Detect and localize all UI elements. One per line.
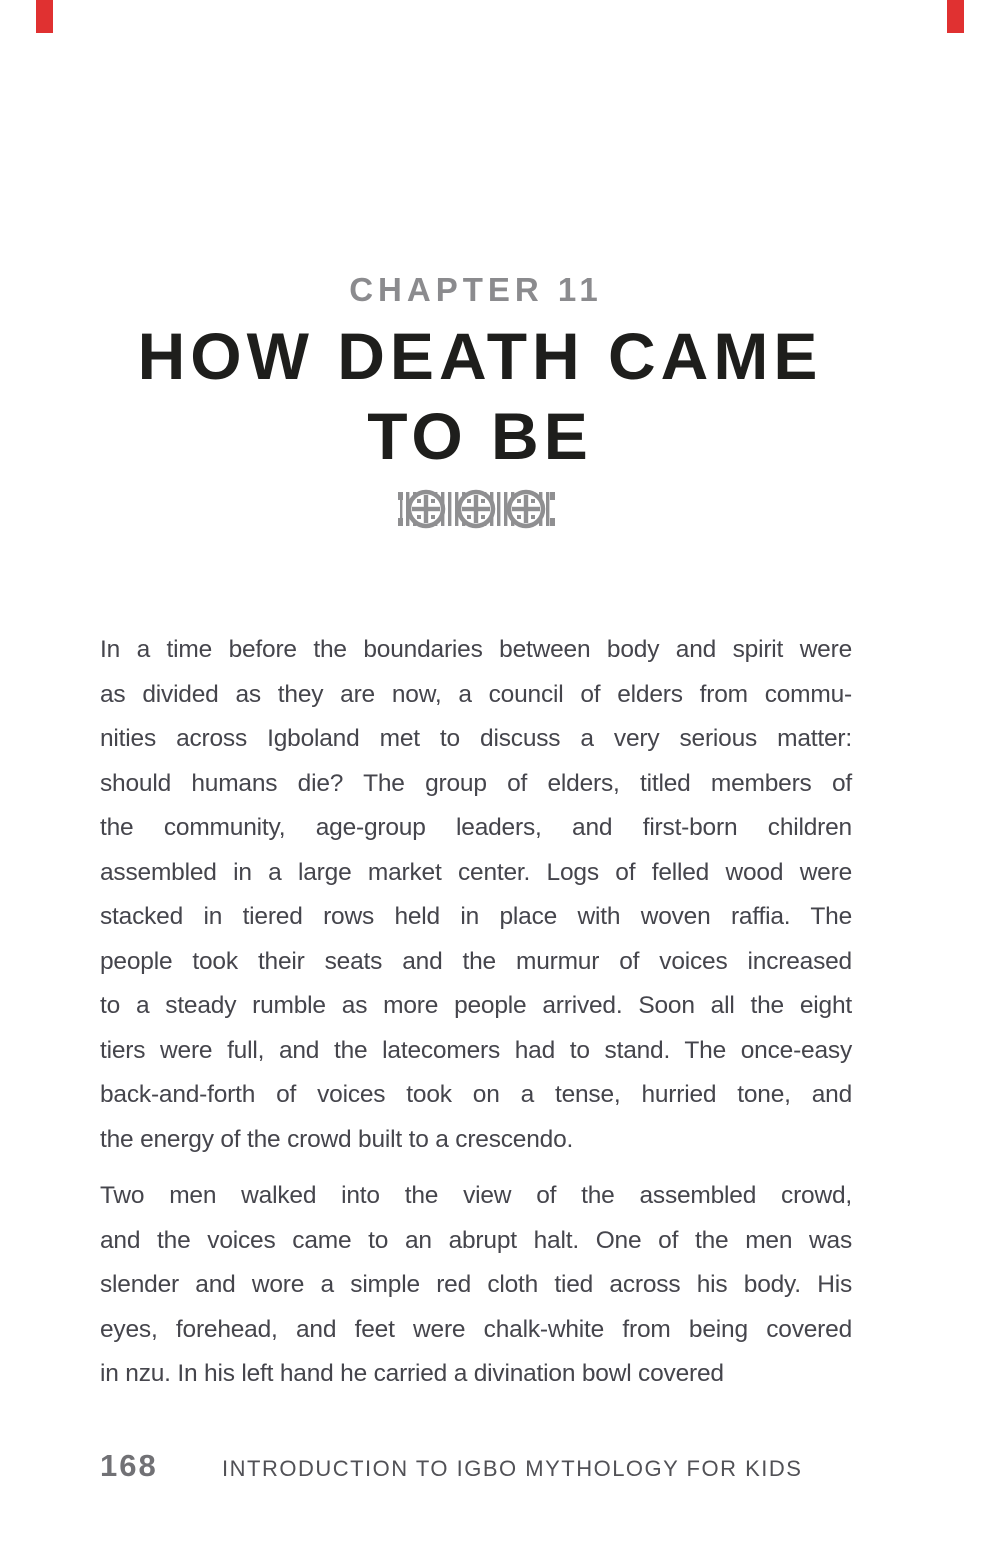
text-line: back-and-forth of voices took on a tense, hurried tone, and	[100, 1081, 852, 1108]
text-line: stacked in tiered rows held in place with woven raffia. The	[100, 903, 852, 930]
paragraph-1	[100, 628, 852, 1162]
text-line: as divided as they are now, a council of elders from commu-	[100, 680, 852, 708]
text-line: tiers were full, and the latecomers had to stand. The once-easy	[100, 1036, 852, 1064]
chapter-title	[0, 316, 960, 476]
red-accent-tab-left	[36, 0, 53, 33]
text-line: Two men walked into the view of the assembled crowd,	[100, 1182, 852, 1209]
text-line: nities across Igboland met to discuss a very serious matter:	[100, 725, 852, 752]
igbo-stamp-ornament-icon	[398, 488, 555, 530]
red-accent-tab-right	[947, 0, 964, 33]
text-line: the community, age-group leaders, and first-born children	[100, 814, 852, 841]
text-line: should humans die? The group of elders, titled members of	[100, 769, 852, 797]
text-line: people took their seats and the murmur of voices increased	[100, 947, 852, 975]
text-line: to a steady rumble as more people arrived. Soon all the eight	[100, 992, 852, 1019]
chapter-title-line2: TO BE	[367, 399, 593, 473]
running-title: INTRODUCTION TO IGBO MYTHOLOGY FOR KIDS	[222, 1456, 803, 1481]
text-line: the energy of the crowd built to a crescendo.	[100, 1125, 574, 1153]
paragraph-2	[100, 1174, 852, 1397]
page-number: 168	[100, 1448, 158, 1483]
text-line: and the voices came to an abrupt halt. One of the men was	[100, 1226, 852, 1254]
text-line: slender and wore a simple red cloth tied across his body. His	[100, 1271, 852, 1298]
chapter-kicker: CHAPTER 11	[349, 271, 603, 308]
text-line: in nzu. In his left hand he carried a divination bowl covered	[100, 1360, 724, 1387]
text-line: eyes, forehead, and feet were chalk-white from being covered	[100, 1315, 852, 1343]
text-line: assembled in a large market center. Logs of felled wood were	[100, 858, 852, 886]
chapter-title-line1: HOW DEATH CAME	[137, 319, 823, 393]
text-line: In a time before the boundaries between body and spirit were	[100, 636, 852, 663]
